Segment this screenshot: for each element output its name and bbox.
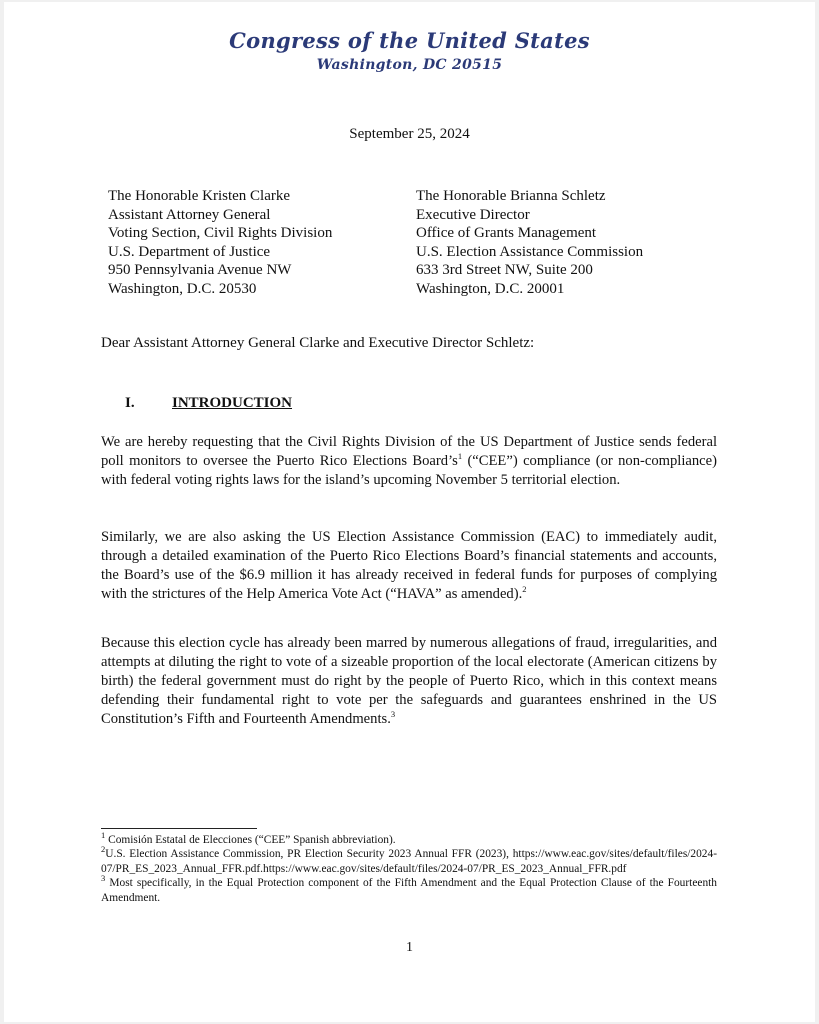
letterhead-subtitle: Washington, DC 20515 (316, 57, 503, 73)
footnote-number: 2 (101, 844, 106, 855)
paragraph-text: (“CEE”) compliance (or non-compliance) with federal voting rights laws for the island’s upcoming November 5 territorial election. (101, 453, 717, 488)
footnote-3 (101, 873, 717, 905)
footnote-ref: 1 (457, 451, 463, 462)
address-line: U.S. Department of Justice (108, 243, 271, 260)
footnote-number: 3 (101, 873, 106, 884)
footnote-ref: 2 (522, 584, 527, 595)
paragraph-1 (101, 433, 717, 490)
footnote-text: Comisión Estatal de Elecciones (“CEE” Spanish abbreviation). (105, 834, 396, 846)
letterhead-title: Congress of the United States (229, 28, 590, 53)
footnote-text: U.S. Election Assistance Commission, PR Election Security 2023 Annual FFR (2023), https://www.eac.gov/sites/default/files/2024-07/PR_ES_2023_Annual_FFR.pdf.https://www.eac.gov/sites/default/files/2024-07/PR_ES_2023_Annual_FFR.pdf (101, 848, 717, 875)
paragraph-2 (101, 528, 717, 604)
footnote-text: Most specifically, in the Equal Protection component of the Fifth Amendment and the Equal Protection Clause of the Fourteenth Amendment. (101, 877, 717, 904)
section-number: I. (125, 395, 135, 411)
footnote-number: 1 (101, 830, 106, 841)
paragraph-text: Similarly, we are also asking the US Election Assistance Commission (EAC) to immediately audit, through a detailed examination of the Puerto Rico Elections Board’s financial statements and accounts, the Board’s use of the $6.9 million it has already received in federal funds for purposes of complying with the strictures of the Help America Vote Act (“HAVA” as amended). (101, 529, 717, 602)
footnote-1 (101, 830, 717, 847)
address-line: Washington, D.C. 20001 (416, 280, 565, 297)
recipient-address-right (416, 187, 643, 298)
salutation: Dear Assistant Attorney General Clarke and Executive Director Schletz: (101, 335, 535, 351)
recipient-address-left (108, 187, 332, 298)
address-line: The Honorable Kristen Clarke (108, 188, 291, 204)
address-line: Office of Grants Management (416, 225, 597, 241)
paragraph-3 (101, 634, 717, 729)
footnote-ref: 3 (390, 709, 396, 720)
address-line: 950 Pennsylvania Avenue NW (108, 262, 292, 278)
footnotes (101, 830, 717, 905)
address-line: Executive Director (416, 206, 530, 223)
address-line: Washington, D.C. 20530 (108, 280, 257, 297)
page-number: 1 (406, 940, 413, 955)
address-line: 633 3rd Street NW, Suite 200 (416, 262, 593, 278)
address-line: The Honorable Brianna Schletz (416, 188, 606, 204)
address-line: Assistant Attorney General (108, 206, 271, 223)
letter-date: September 25, 2024 (349, 126, 470, 142)
section-heading: INTRODUCTION (172, 395, 293, 411)
footnote-2 (101, 844, 717, 876)
letter-page (4, 2, 815, 1022)
paragraph-text: Because this election cycle has already been marred by numerous allegations of fraud, irregularities, and attempts at diluting the right to vote of a sizeable proportion of the local electorate (American citizens by birth) the federal government must do right by the people of Puerto Rico, which in this context means defending their fundamental right to vote per the safeguards and guarantees enshrined in the US Constitution’s Fifth and Fourteenth Amendments. (101, 635, 717, 727)
address-line: U.S. Election Assistance Commission (416, 243, 644, 260)
footnote-divider (101, 828, 257, 829)
paragraph-text: We are hereby requesting that the Civil Rights Division of the US Department of Justice sends federal poll monitors to oversee the Puerto Rico Elections Board’s (101, 434, 717, 469)
address-line: Voting Section, Civil Rights Division (108, 225, 333, 241)
